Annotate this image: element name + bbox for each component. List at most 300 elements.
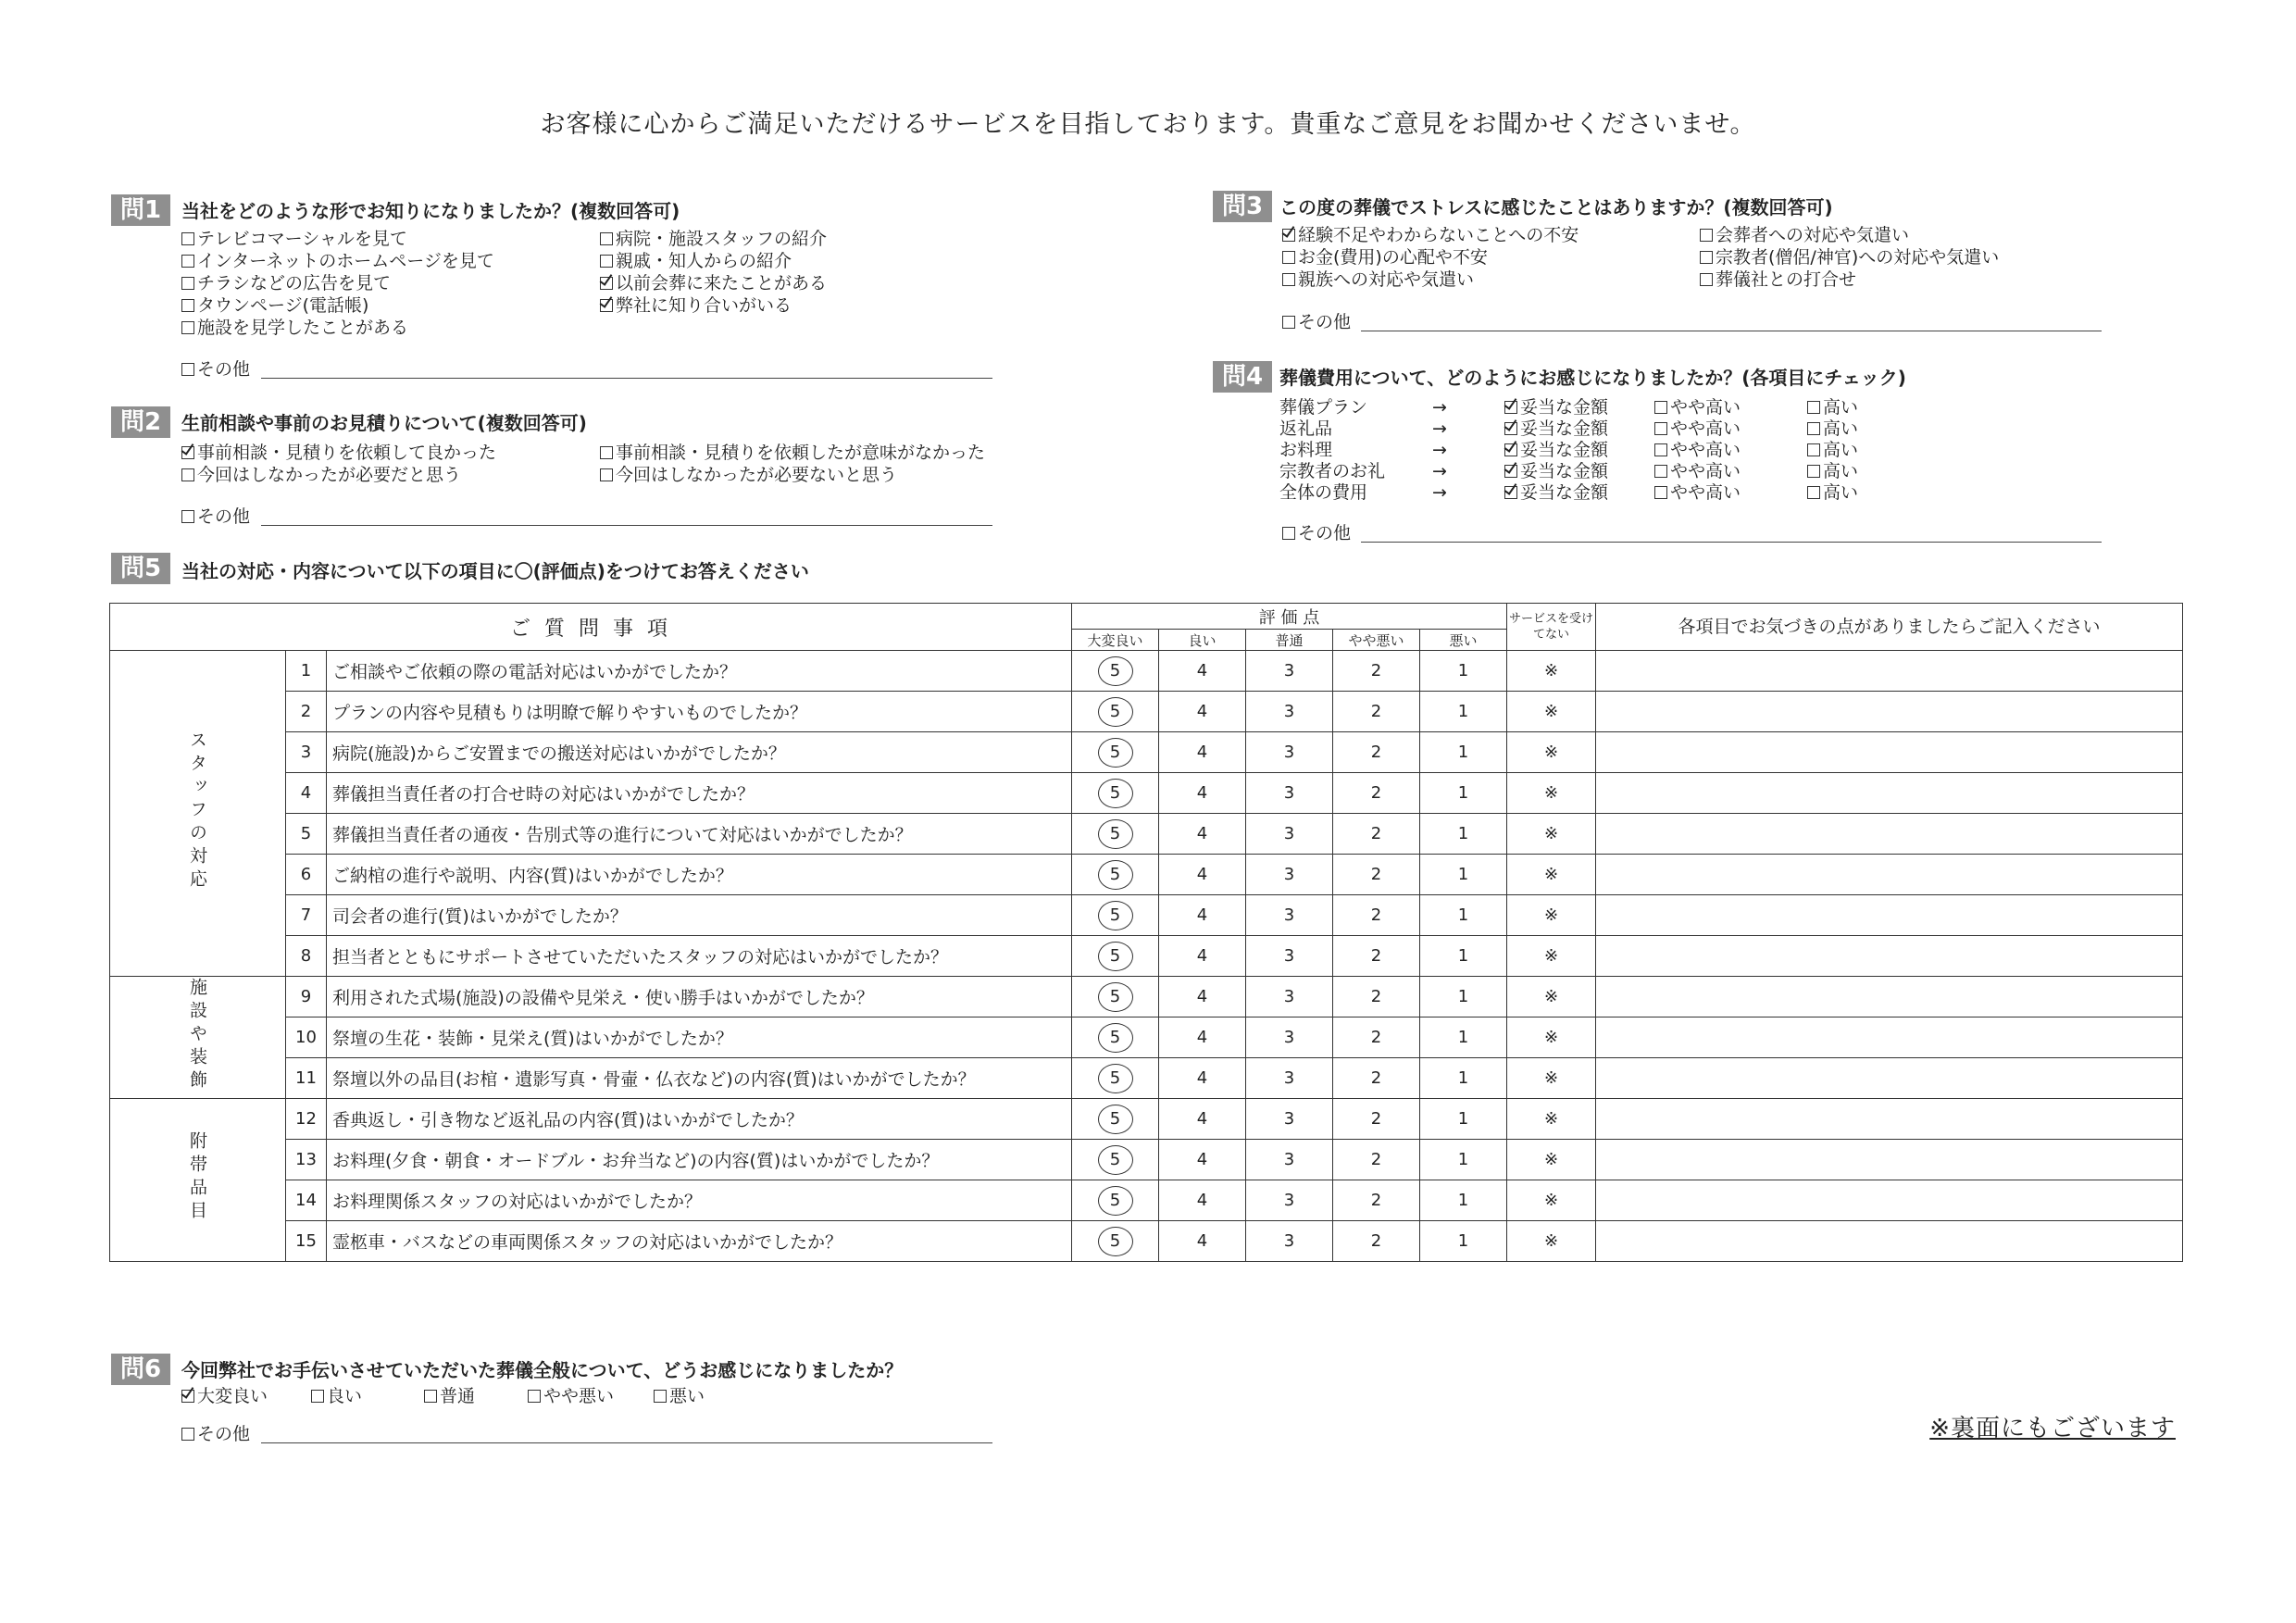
- score-value: 2: [1370, 865, 1382, 884]
- q4-choice-label: 妥当な金額: [1520, 397, 1609, 418]
- q1-option-right-1[interactable]: [600, 250, 827, 272]
- q6-badge: 問6: [111, 1354, 170, 1385]
- score-circled: 5: [1098, 738, 1133, 768]
- score-cell[interactable]: [1159, 1221, 1246, 1262]
- score-cell[interactable]: [1420, 814, 1507, 855]
- q6-option-2[interactable]: [424, 1385, 475, 1407]
- q1-option-left-4[interactable]: [181, 317, 494, 339]
- table-row: [110, 1221, 2183, 1262]
- comment-cell[interactable]: [1596, 732, 2183, 773]
- checkbox-icon[interactable]: [181, 232, 194, 245]
- checkbox-icon[interactable]: [528, 1390, 541, 1403]
- checkbox-icon[interactable]: [600, 255, 613, 268]
- no-service-cell[interactable]: ※: [1507, 1017, 1596, 1058]
- q4-other-line[interactable]: [1361, 542, 2102, 543]
- score-cell[interactable]: [1159, 977, 1246, 1017]
- score-cell[interactable]: [1333, 773, 1420, 814]
- header-no-service: サービスを受けてない: [1507, 604, 1596, 651]
- score-value: 1: [1457, 702, 1469, 721]
- q4-choice[interactable]: [1807, 439, 1858, 461]
- score-cell[interactable]: [1246, 936, 1333, 977]
- comment-cell[interactable]: [1596, 692, 2183, 732]
- no-service-cell[interactable]: ※: [1507, 977, 1596, 1017]
- category-label: スタッフの対応: [187, 730, 207, 893]
- score-cell[interactable]: [1333, 1058, 1420, 1099]
- table-row: [110, 651, 2183, 692]
- score-cell[interactable]: [1333, 1221, 1420, 1262]
- table-row: [110, 977, 2183, 1017]
- table-row: [110, 895, 2183, 936]
- score-cell[interactable]: [1159, 936, 1246, 977]
- checkbox-icon[interactable]: [654, 1390, 667, 1403]
- comment-cell[interactable]: [1596, 1180, 2183, 1221]
- score-value: 4: [1196, 824, 1208, 843]
- score-cell[interactable]: [1333, 1099, 1420, 1140]
- q4-choice-label: 妥当な金額: [1520, 461, 1609, 481]
- score-cell[interactable]: [1159, 814, 1246, 855]
- q3-option-right-1[interactable]: [1700, 246, 1999, 268]
- q6-other-line[interactable]: [261, 1442, 992, 1443]
- q5-title: 当社の対応・内容について以下の項目に〇(評価点)をつけてお答えください: [181, 560, 809, 582]
- item-number: 15: [286, 1221, 327, 1262]
- checkbox-icon[interactable]: [600, 232, 613, 245]
- no-service-cell[interactable]: ※: [1507, 1058, 1596, 1099]
- score-label: 大変良い: [1072, 630, 1159, 651]
- score-cell[interactable]: [1420, 1058, 1507, 1099]
- score-value: 3: [1283, 946, 1295, 966]
- checkbox-icon[interactable]: [181, 1390, 194, 1403]
- q6-option-4[interactable]: [654, 1385, 705, 1407]
- score-cell[interactable]: [1420, 651, 1507, 692]
- q2-option-left-1[interactable]: [181, 464, 496, 486]
- option-label: 会葬者への対応や気遣い: [1716, 225, 1910, 245]
- q3-option-right-0[interactable]: [1700, 224, 1999, 246]
- checkbox-icon[interactable]: [181, 1428, 194, 1441]
- score-cell[interactable]: [1072, 651, 1159, 692]
- table-row: [110, 773, 2183, 814]
- score-cell[interactable]: [1420, 1099, 1507, 1140]
- score-cell[interactable]: [1246, 1058, 1333, 1099]
- comment-cell[interactable]: [1596, 651, 2183, 692]
- score-cell[interactable]: [1420, 732, 1507, 773]
- no-service-cell[interactable]: ※: [1507, 651, 1596, 692]
- item-number: 11: [286, 1058, 327, 1099]
- option-label: お金(費用)の心配や不安: [1298, 247, 1488, 268]
- no-service-cell[interactable]: ※: [1507, 855, 1596, 895]
- score-value: 1: [1457, 987, 1469, 1006]
- score-cell[interactable]: [1072, 977, 1159, 1017]
- q3-option-left-2[interactable]: [1282, 268, 1578, 291]
- q4-other[interactable]: その他: [1282, 522, 1351, 544]
- checkbox-icon[interactable]: [1282, 316, 1295, 329]
- checkbox-icon[interactable]: [1654, 401, 1667, 414]
- q1-other-line[interactable]: [261, 378, 992, 379]
- item-number: 3: [286, 732, 327, 773]
- score-value: 2: [1370, 743, 1382, 762]
- score-cell[interactable]: [1072, 732, 1159, 773]
- score-cell[interactable]: [1420, 1017, 1507, 1058]
- comment-cell[interactable]: [1596, 814, 2183, 855]
- option-label: 良い: [327, 1386, 363, 1406]
- checkbox-icon[interactable]: [1807, 486, 1820, 499]
- category-label: 附帯品目: [187, 1131, 207, 1224]
- checkbox-icon[interactable]: [1700, 229, 1713, 242]
- table-row: [110, 1099, 2183, 1140]
- q6-title: 今回弊社でお手伝いさせていただいた葬儀全般について、どうお感じになりましたか？: [181, 1359, 904, 1381]
- score-circled: 5: [1098, 1105, 1133, 1134]
- score-cell[interactable]: [1333, 1017, 1420, 1058]
- score-cell[interactable]: [1246, 855, 1333, 895]
- q4-choice[interactable]: [1807, 396, 1858, 418]
- no-service-cell[interactable]: ※: [1507, 1180, 1596, 1221]
- score-value: 4: [1196, 702, 1208, 721]
- score-value: 1: [1457, 1191, 1469, 1210]
- table-row: [110, 1180, 2183, 1221]
- score-cell[interactable]: [1246, 773, 1333, 814]
- score-value: 1: [1457, 783, 1469, 803]
- score-value: 2: [1370, 702, 1382, 721]
- checkbox-icon[interactable]: [181, 255, 194, 268]
- item-number: 12: [286, 1099, 327, 1140]
- score-value: 1: [1457, 743, 1469, 762]
- q3-option-left-0[interactable]: [1282, 224, 1578, 246]
- comment-cell[interactable]: [1596, 773, 2183, 814]
- score-label: 良い: [1159, 630, 1246, 651]
- score-cell[interactable]: [1072, 855, 1159, 895]
- q4-item-label: 宗教者のお礼: [1279, 461, 1386, 481]
- score-value: 4: [1196, 987, 1208, 1006]
- no-service-cell[interactable]: ※: [1507, 692, 1596, 732]
- option-label: 事前相談・見積りを依頼したが意味がなかった: [616, 443, 986, 463]
- score-cell[interactable]: [1420, 855, 1507, 895]
- score-cell[interactable]: [1420, 895, 1507, 936]
- score-cell[interactable]: [1072, 692, 1159, 732]
- q1-option-right-3[interactable]: [600, 294, 827, 317]
- q1-option-right-0[interactable]: [600, 228, 827, 250]
- q6-option-0[interactable]: [181, 1385, 268, 1407]
- comment-cell[interactable]: [1596, 1017, 2183, 1058]
- checkbox-icon[interactable]: [1282, 527, 1295, 540]
- score-cell[interactable]: [1159, 692, 1246, 732]
- checkbox-icon[interactable]: [181, 321, 194, 334]
- q4-title: 葬儀費用について、どのようにお感じになりましたか？(各項目にチェック): [1279, 367, 1906, 389]
- score-cell[interactable]: [1333, 1180, 1420, 1221]
- q4-item-label: お料理: [1279, 440, 1333, 460]
- score-label: やや悪い: [1333, 630, 1420, 651]
- checkbox-icon[interactable]: [1807, 443, 1820, 456]
- q2-other[interactable]: その他: [181, 506, 250, 528]
- arrow-icon: →: [1432, 461, 1447, 481]
- q3-option-left-1[interactable]: [1282, 246, 1578, 268]
- checkbox-icon[interactable]: [1282, 229, 1295, 242]
- item-question: 司会者の進行(質)はいかがでしたか？: [327, 895, 1072, 936]
- checkbox-icon[interactable]: [1504, 422, 1517, 435]
- q4-item-label: 返礼品: [1279, 418, 1333, 439]
- score-cell[interactable]: [1333, 977, 1420, 1017]
- score-cell[interactable]: [1159, 773, 1246, 814]
- checkbox-icon[interactable]: [1807, 465, 1820, 478]
- checkbox-icon[interactable]: [1654, 465, 1667, 478]
- score-value: 1: [1457, 824, 1469, 843]
- score-value: 4: [1196, 1028, 1208, 1047]
- checkbox-icon[interactable]: [181, 299, 194, 312]
- score-value: 1: [1457, 1150, 1469, 1169]
- score-value: 4: [1196, 661, 1208, 680]
- score-cell[interactable]: [1333, 814, 1420, 855]
- score-value: 3: [1283, 743, 1295, 762]
- q4-choice-label: 高い: [1823, 461, 1859, 481]
- item-number: 4: [286, 773, 327, 814]
- score-cell[interactable]: [1072, 1017, 1159, 1058]
- item-number: 7: [286, 895, 327, 936]
- comment-cell[interactable]: [1596, 855, 2183, 895]
- q4-choice[interactable]: [1654, 396, 1741, 418]
- item-number: 6: [286, 855, 327, 895]
- item-question: 葬儀担当責任者の打合せ時の対応はいかがでしたか？: [327, 773, 1072, 814]
- score-value: 4: [1196, 1231, 1208, 1251]
- no-service-cell[interactable]: ※: [1507, 1221, 1596, 1262]
- score-cell[interactable]: [1246, 895, 1333, 936]
- score-value: 3: [1283, 824, 1295, 843]
- q3-title: この度の葬儀でストレスに感じたことはありますか？(複数回答可): [1279, 196, 1833, 218]
- score-cell[interactable]: [1333, 895, 1420, 936]
- score-value: 2: [1370, 1231, 1382, 1251]
- score-cell[interactable]: [1420, 936, 1507, 977]
- q4-choice[interactable]: [1504, 439, 1608, 461]
- checkbox-icon[interactable]: [600, 468, 613, 481]
- q4-choice-label: やや高い: [1670, 461, 1741, 481]
- q4-choice[interactable]: [1504, 481, 1608, 504]
- q4-choice[interactable]: [1504, 396, 1608, 418]
- comment-cell[interactable]: [1596, 936, 2183, 977]
- score-cell[interactable]: [1246, 977, 1333, 1017]
- table-row: [110, 692, 2183, 732]
- score-cell[interactable]: [1072, 773, 1159, 814]
- score-cell[interactable]: [1072, 1180, 1159, 1221]
- score-cell[interactable]: [1072, 1140, 1159, 1180]
- score-cell[interactable]: [1159, 895, 1246, 936]
- score-cell[interactable]: [1159, 1017, 1246, 1058]
- checkbox-icon[interactable]: [181, 510, 194, 523]
- score-cell[interactable]: [1246, 1140, 1333, 1180]
- checkbox-icon[interactable]: [1654, 443, 1667, 456]
- score-cell[interactable]: [1159, 732, 1246, 773]
- comment-cell[interactable]: [1596, 1221, 2183, 1262]
- q1-option-left-1[interactable]: [181, 250, 494, 272]
- arrow-icon: →: [1432, 418, 1447, 439]
- score-cell[interactable]: [1072, 1099, 1159, 1140]
- score-circled: 5: [1098, 1145, 1133, 1175]
- q4-choice[interactable]: [1807, 481, 1858, 504]
- q6-option-3[interactable]: [528, 1385, 614, 1407]
- score-value: 2: [1370, 946, 1382, 966]
- score-circled: 5: [1098, 982, 1133, 1012]
- score-value: 3: [1283, 1231, 1295, 1251]
- q4-choice[interactable]: [1654, 460, 1741, 482]
- q4-choice[interactable]: [1504, 460, 1608, 482]
- option-label: 大変良い: [197, 1386, 268, 1406]
- score-value: 2: [1370, 987, 1382, 1006]
- score-cell[interactable]: [1246, 1017, 1333, 1058]
- q6-option-1[interactable]: [311, 1385, 362, 1407]
- no-service-cell[interactable]: ※: [1507, 1140, 1596, 1180]
- q2-option-right-0[interactable]: [600, 442, 985, 464]
- checkbox-icon[interactable]: [600, 446, 613, 459]
- score-circled: 5: [1098, 1023, 1133, 1053]
- q2-option-left-0[interactable]: [181, 442, 496, 464]
- q2-badge: 問2: [111, 406, 170, 438]
- item-number: 8: [286, 936, 327, 977]
- checkbox-icon[interactable]: [1700, 273, 1713, 286]
- score-cell[interactable]: [1072, 936, 1159, 977]
- score-value: 2: [1370, 1068, 1382, 1088]
- score-cell[interactable]: [1246, 1221, 1333, 1262]
- q4-choice[interactable]: [1654, 418, 1741, 440]
- checkbox-icon[interactable]: [600, 277, 613, 290]
- score-cell[interactable]: [1420, 977, 1507, 1017]
- q4-choice[interactable]: [1654, 481, 1741, 504]
- score-cell[interactable]: [1246, 1099, 1333, 1140]
- score-circled: 5: [1098, 656, 1133, 686]
- score-cell[interactable]: [1159, 1099, 1246, 1140]
- score-cell[interactable]: [1333, 651, 1420, 692]
- score-cell[interactable]: [1420, 1180, 1507, 1221]
- checkbox-icon[interactable]: [1504, 486, 1517, 499]
- no-service-cell[interactable]: ※: [1507, 1099, 1596, 1140]
- q1-option-left-2[interactable]: [181, 272, 494, 294]
- option-label: チラシなどの広告を見て: [197, 273, 392, 293]
- item-question: 祭壇以外の品目(お棺・遺影写真・骨壷・仏衣など)の内容(質)はいかがでしたか？: [327, 1058, 1072, 1099]
- score-cell[interactable]: [1159, 1180, 1246, 1221]
- checkbox-icon[interactable]: [1504, 465, 1517, 478]
- checkbox-icon[interactable]: [311, 1390, 324, 1403]
- q2-title: 生前相談や事前のお見積りについて(複数回答可): [181, 412, 587, 434]
- score-cell[interactable]: [1246, 732, 1333, 773]
- option-label: インターネットのホームページを見て: [197, 251, 494, 271]
- option-label: 今回はしなかったが必要ないと思う: [616, 465, 898, 485]
- score-cell[interactable]: [1333, 936, 1420, 977]
- checkbox-icon[interactable]: [1654, 486, 1667, 499]
- checkbox-icon[interactable]: [181, 468, 194, 481]
- table-row: [110, 855, 2183, 895]
- arrow-icon: →: [1432, 482, 1447, 503]
- score-cell[interactable]: [1072, 1221, 1159, 1262]
- q1-title: 当社をどのような形でお知りになりましたか？(複数回答可): [181, 200, 680, 222]
- score-cell[interactable]: [1246, 1180, 1333, 1221]
- comment-cell[interactable]: [1596, 977, 2183, 1017]
- item-number: 2: [286, 692, 327, 732]
- score-cell[interactable]: [1246, 692, 1333, 732]
- item-number: 14: [286, 1180, 327, 1221]
- no-service-cell[interactable]: ※: [1507, 895, 1596, 936]
- score-cell[interactable]: [1072, 1058, 1159, 1099]
- comment-cell[interactable]: [1596, 1099, 2183, 1140]
- q4-choice[interactable]: [1807, 460, 1858, 482]
- checkbox-icon[interactable]: [1807, 401, 1820, 414]
- score-cell[interactable]: [1246, 651, 1333, 692]
- checkbox-icon[interactable]: [1282, 251, 1295, 264]
- score-cell[interactable]: [1420, 1140, 1507, 1180]
- checkbox-icon[interactable]: [600, 299, 613, 312]
- score-cell[interactable]: [1159, 651, 1246, 692]
- option-label: 病院・施設スタッフの紹介: [616, 229, 828, 249]
- score-cell[interactable]: [1333, 692, 1420, 732]
- survey-intro: お客様に心からご満足いただけるサービスを目指しております。貴重なご意見をお聞かせくださいませ。: [540, 110, 1756, 139]
- q2-option-right-1[interactable]: [600, 464, 985, 486]
- comment-cell[interactable]: [1596, 1140, 2183, 1180]
- no-service-cell[interactable]: ※: [1507, 814, 1596, 855]
- q1-option-left-0[interactable]: [181, 228, 494, 250]
- q4-item-label: 全体の費用: [1279, 482, 1368, 503]
- score-value: 4: [1196, 1109, 1208, 1129]
- q2-other-line[interactable]: [261, 525, 992, 526]
- checkbox-icon[interactable]: [181, 363, 194, 376]
- checkbox-icon[interactable]: [181, 446, 194, 459]
- score-cell[interactable]: [1159, 1058, 1246, 1099]
- score-cell[interactable]: [1420, 773, 1507, 814]
- score-circled: 5: [1098, 697, 1133, 727]
- score-cell[interactable]: [1246, 814, 1333, 855]
- score-cell[interactable]: [1333, 732, 1420, 773]
- checkbox-icon[interactable]: [1700, 251, 1713, 264]
- q4-choice[interactable]: [1504, 418, 1608, 440]
- score-value: 1: [1457, 1109, 1469, 1129]
- q3-option-right-2[interactable]: [1700, 268, 1999, 291]
- score-cell[interactable]: [1072, 895, 1159, 936]
- option-label: やや悪い: [543, 1386, 615, 1406]
- checkbox-icon[interactable]: [1504, 443, 1517, 456]
- no-service-cell[interactable]: ※: [1507, 773, 1596, 814]
- no-service-cell[interactable]: ※: [1507, 732, 1596, 773]
- score-value: 4: [1196, 905, 1208, 925]
- q1-other[interactable]: その他: [181, 358, 250, 381]
- score-cell[interactable]: [1159, 1140, 1246, 1180]
- q4-choice[interactable]: [1654, 439, 1741, 461]
- no-service-cell[interactable]: ※: [1507, 936, 1596, 977]
- checkbox-icon[interactable]: [424, 1390, 437, 1403]
- score-cell[interactable]: [1420, 692, 1507, 732]
- q1-option-left-3[interactable]: [181, 294, 494, 317]
- q4-choice[interactable]: [1807, 418, 1858, 440]
- comment-cell[interactable]: [1596, 895, 2183, 936]
- item-question: 霊柩車・バスなどの車両関係スタッフの対応はいかがでしたか？: [327, 1221, 1072, 1262]
- score-cell[interactable]: [1420, 1221, 1507, 1262]
- score-value: 2: [1370, 824, 1382, 843]
- q4-choice-label: やや高い: [1670, 482, 1741, 503]
- score-value: 4: [1196, 783, 1208, 803]
- comment-cell[interactable]: [1596, 1058, 2183, 1099]
- rating-table: [109, 603, 2183, 1262]
- score-cell[interactable]: [1333, 1140, 1420, 1180]
- option-label: 弊社に知り合いがいる: [616, 295, 792, 316]
- checkbox-icon[interactable]: [1807, 422, 1820, 435]
- q3-other[interactable]: その他: [1282, 311, 1351, 333]
- checkbox-icon[interactable]: [1654, 422, 1667, 435]
- score-value: 2: [1370, 1109, 1382, 1129]
- q3-badge: 問3: [1213, 191, 1272, 222]
- checkbox-icon[interactable]: [1282, 273, 1295, 286]
- score-cell[interactable]: [1159, 855, 1246, 895]
- score-cell[interactable]: [1072, 814, 1159, 855]
- score-circled: 5: [1098, 1186, 1133, 1216]
- q1-option-right-2[interactable]: [600, 272, 827, 294]
- q4-choice-label: 高い: [1823, 418, 1859, 439]
- checkbox-icon[interactable]: [181, 277, 194, 290]
- q4-choice-label: 妥当な金額: [1520, 440, 1609, 460]
- score-cell[interactable]: [1333, 855, 1420, 895]
- checkbox-icon[interactable]: [1504, 401, 1517, 414]
- q6-other[interactable]: その他: [181, 1423, 250, 1445]
